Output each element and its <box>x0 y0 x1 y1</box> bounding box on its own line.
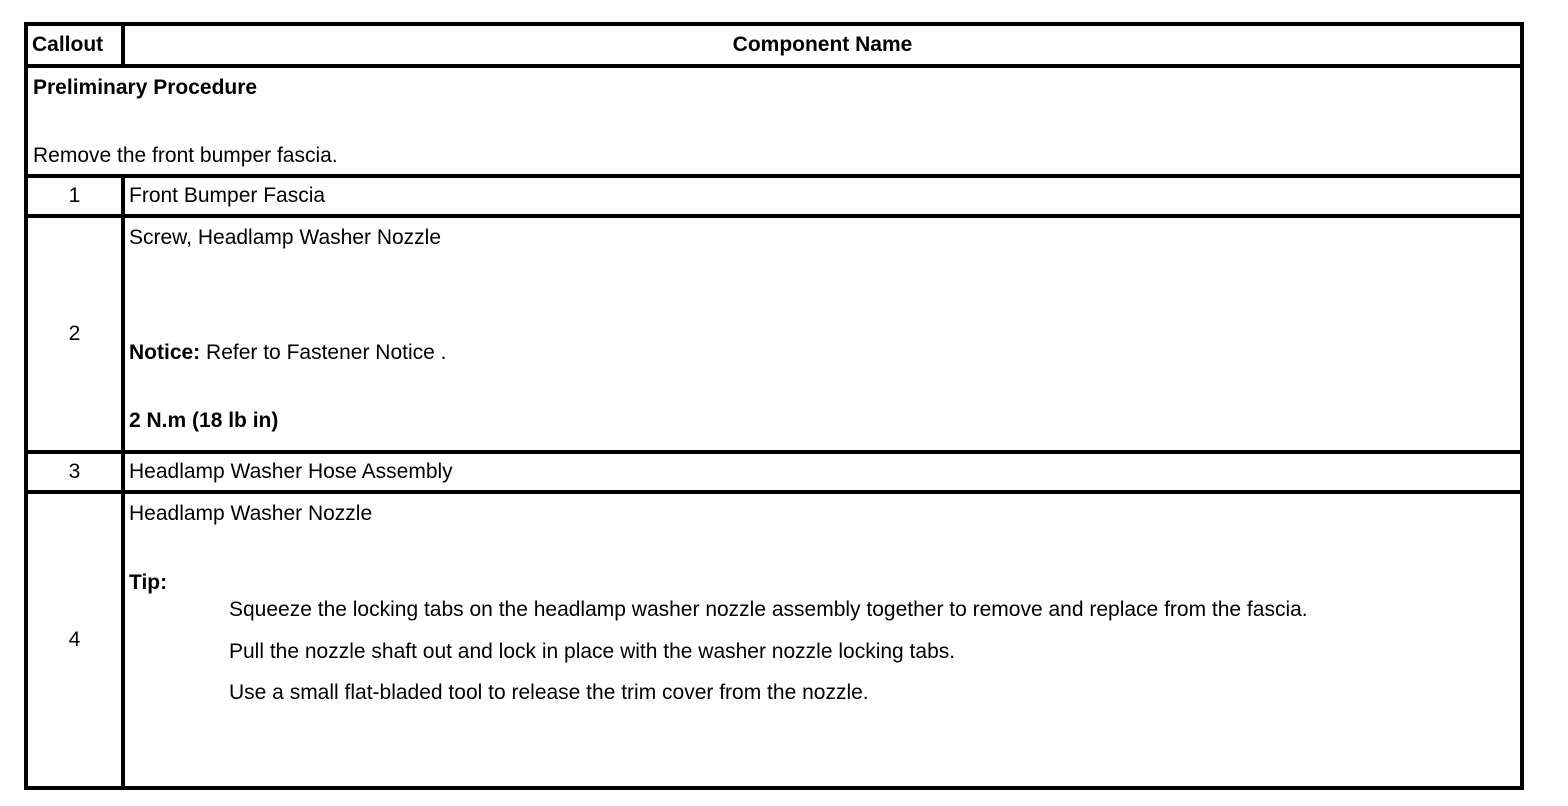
preliminary-cell <box>26 66 1522 176</box>
component-name: Headlamp Washer Nozzle <box>129 502 373 525</box>
torque-spec: 2 N.m (18 lb in) <box>129 409 279 433</box>
callout-number: 3 <box>26 452 123 492</box>
table-row <box>26 492 1522 788</box>
table-row <box>26 452 1522 492</box>
callout-number: 4 <box>26 492 123 788</box>
tip-label: Tip: <box>129 571 168 595</box>
tip-item: Pull the nozzle shaft out and lock in place with the washer nozzle locking tabs. <box>229 639 956 663</box>
callout-number: 1 <box>26 176 123 216</box>
notice-label: Notice: <box>129 341 201 365</box>
header-row <box>26 24 1522 66</box>
callout-number: 2 <box>26 216 123 452</box>
preliminary-text: Remove the front bumper fascia. <box>33 144 338 168</box>
notice-text: Refer to Fastener Notice . <box>206 341 447 365</box>
table-row <box>26 176 1522 216</box>
component-cell <box>123 492 1522 788</box>
notice-line <box>129 340 1520 365</box>
tip-item: Use a small flat-bladed tool to release the trim cover from the nozzle. <box>229 680 869 704</box>
component-name: Headlamp Washer Hose Assembly <box>123 452 1522 492</box>
table-row <box>26 216 1522 452</box>
tip-list <box>129 597 1520 705</box>
preliminary-title: Preliminary Procedure <box>33 76 258 99</box>
tip-item: Squeeze the locking tabs on the headlamp washer nozzle assembly together to remove and replace from the fascia. <box>229 598 1308 622</box>
preliminary-row <box>26 66 1522 176</box>
component-name-header: Component Name <box>123 24 1522 66</box>
component-table <box>24 22 1524 790</box>
component-cell <box>123 216 1522 452</box>
callout-header: Callout <box>26 24 123 66</box>
component-name: Front Bumper Fascia <box>123 176 1522 216</box>
component-name: Screw, Headlamp Washer Nozzle <box>129 226 442 249</box>
